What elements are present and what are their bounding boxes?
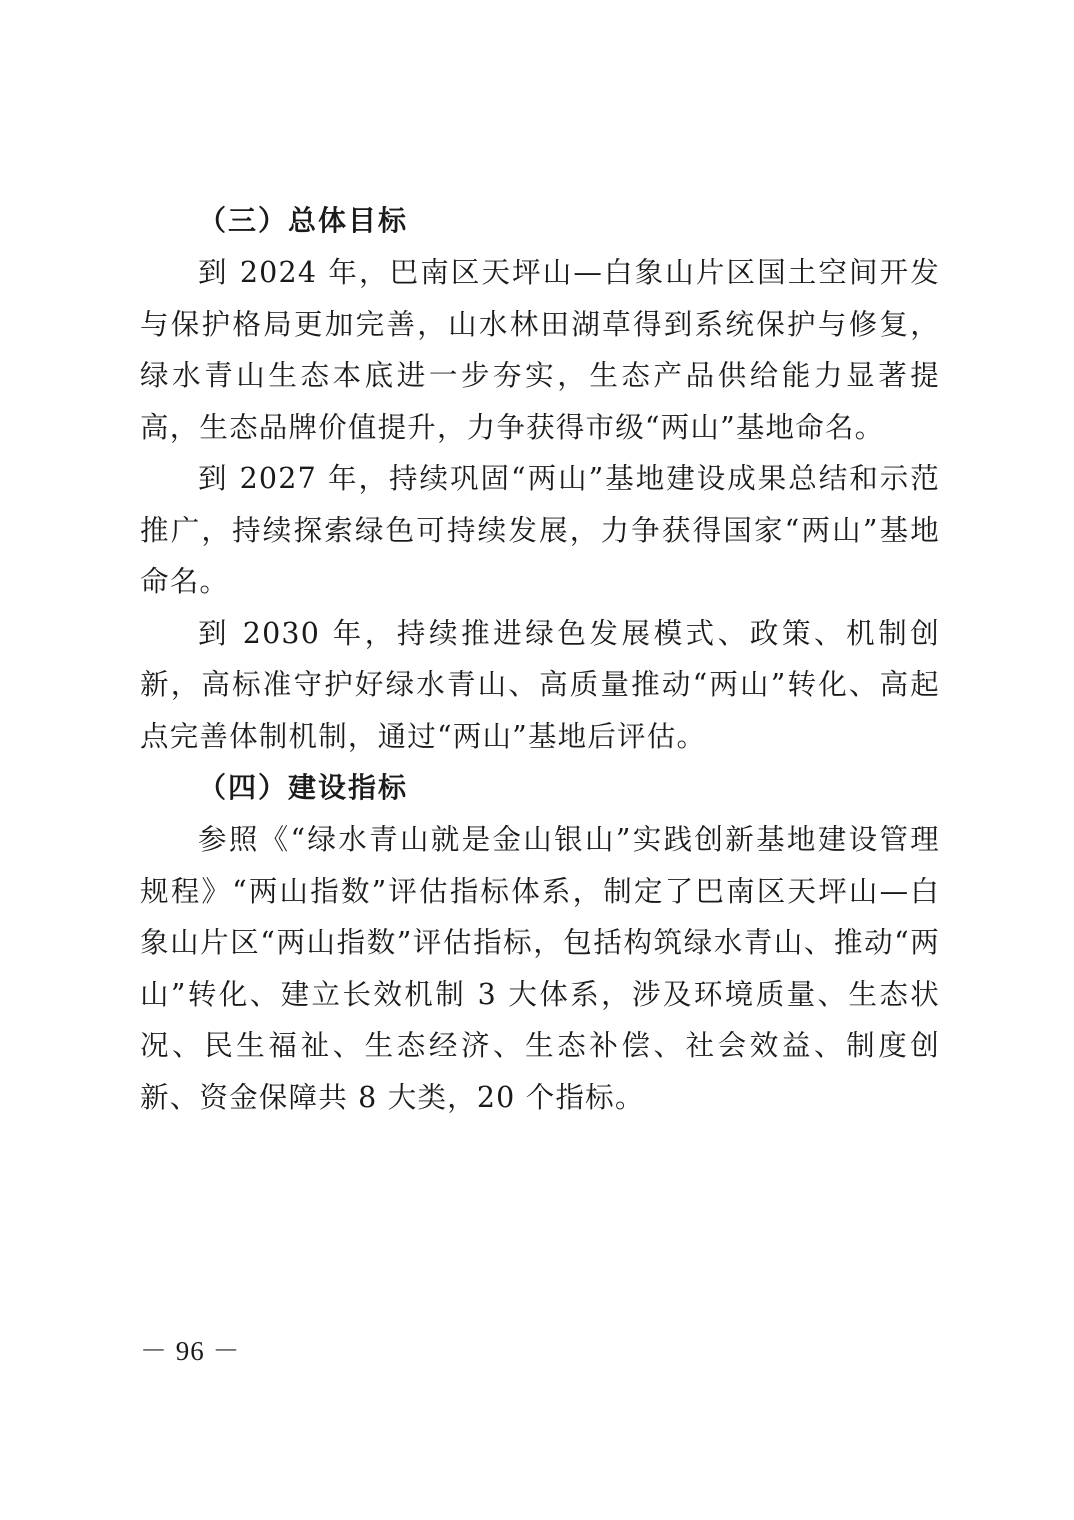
document-body [140, 195, 940, 1123]
paragraph-indicators: 参照《“绿水青山就是金山银山”实践创新基地建设管理规程》“两山指数”评估指标体系，制定了巴南区天坪山—白象山片区“两山指数”评估指标，包括构筑绿水青山、推动“两山”转化、建立长效机制 3 大体系，涉及环境质量、生态状况、民生福祉、生态经济、生态补偿、社会效益、制度创新、资金保障共 8 大类，20 个指标。 [140, 823, 940, 1114]
page-number: － 96 － [140, 1336, 241, 1366]
paragraph-goal-2024: 到 2024 年，巴南区天坪山—白象山片区国土空间开发与保护格局更加完善，山水林田湖草得到系统保护与修复，绿水青山生态本底进一步夯实，生态产品供给能力显著提高，生态品牌价值提升，力争获得市级“两山”基地命名。 [140, 256, 940, 444]
section-heading-construction-indicators: （四）建设指标 [198, 771, 409, 804]
section-heading-overall-goals: （三）总体目标 [198, 204, 409, 237]
paragraph-goal-2030: 到 2030 年，持续推进绿色发展模式、政策、机制创新，高标准守护好绿水青山、高质量推动“两山”转化、高起点完善体制机制，通过“两山”基地后评估。 [140, 616, 940, 753]
paragraph-goal-2027: 到 2027 年，持续巩固“两山”基地建设成果总结和示范推广，持续探索绿色可持续发展，力争获得国家“两山”基地命名。 [140, 462, 940, 598]
